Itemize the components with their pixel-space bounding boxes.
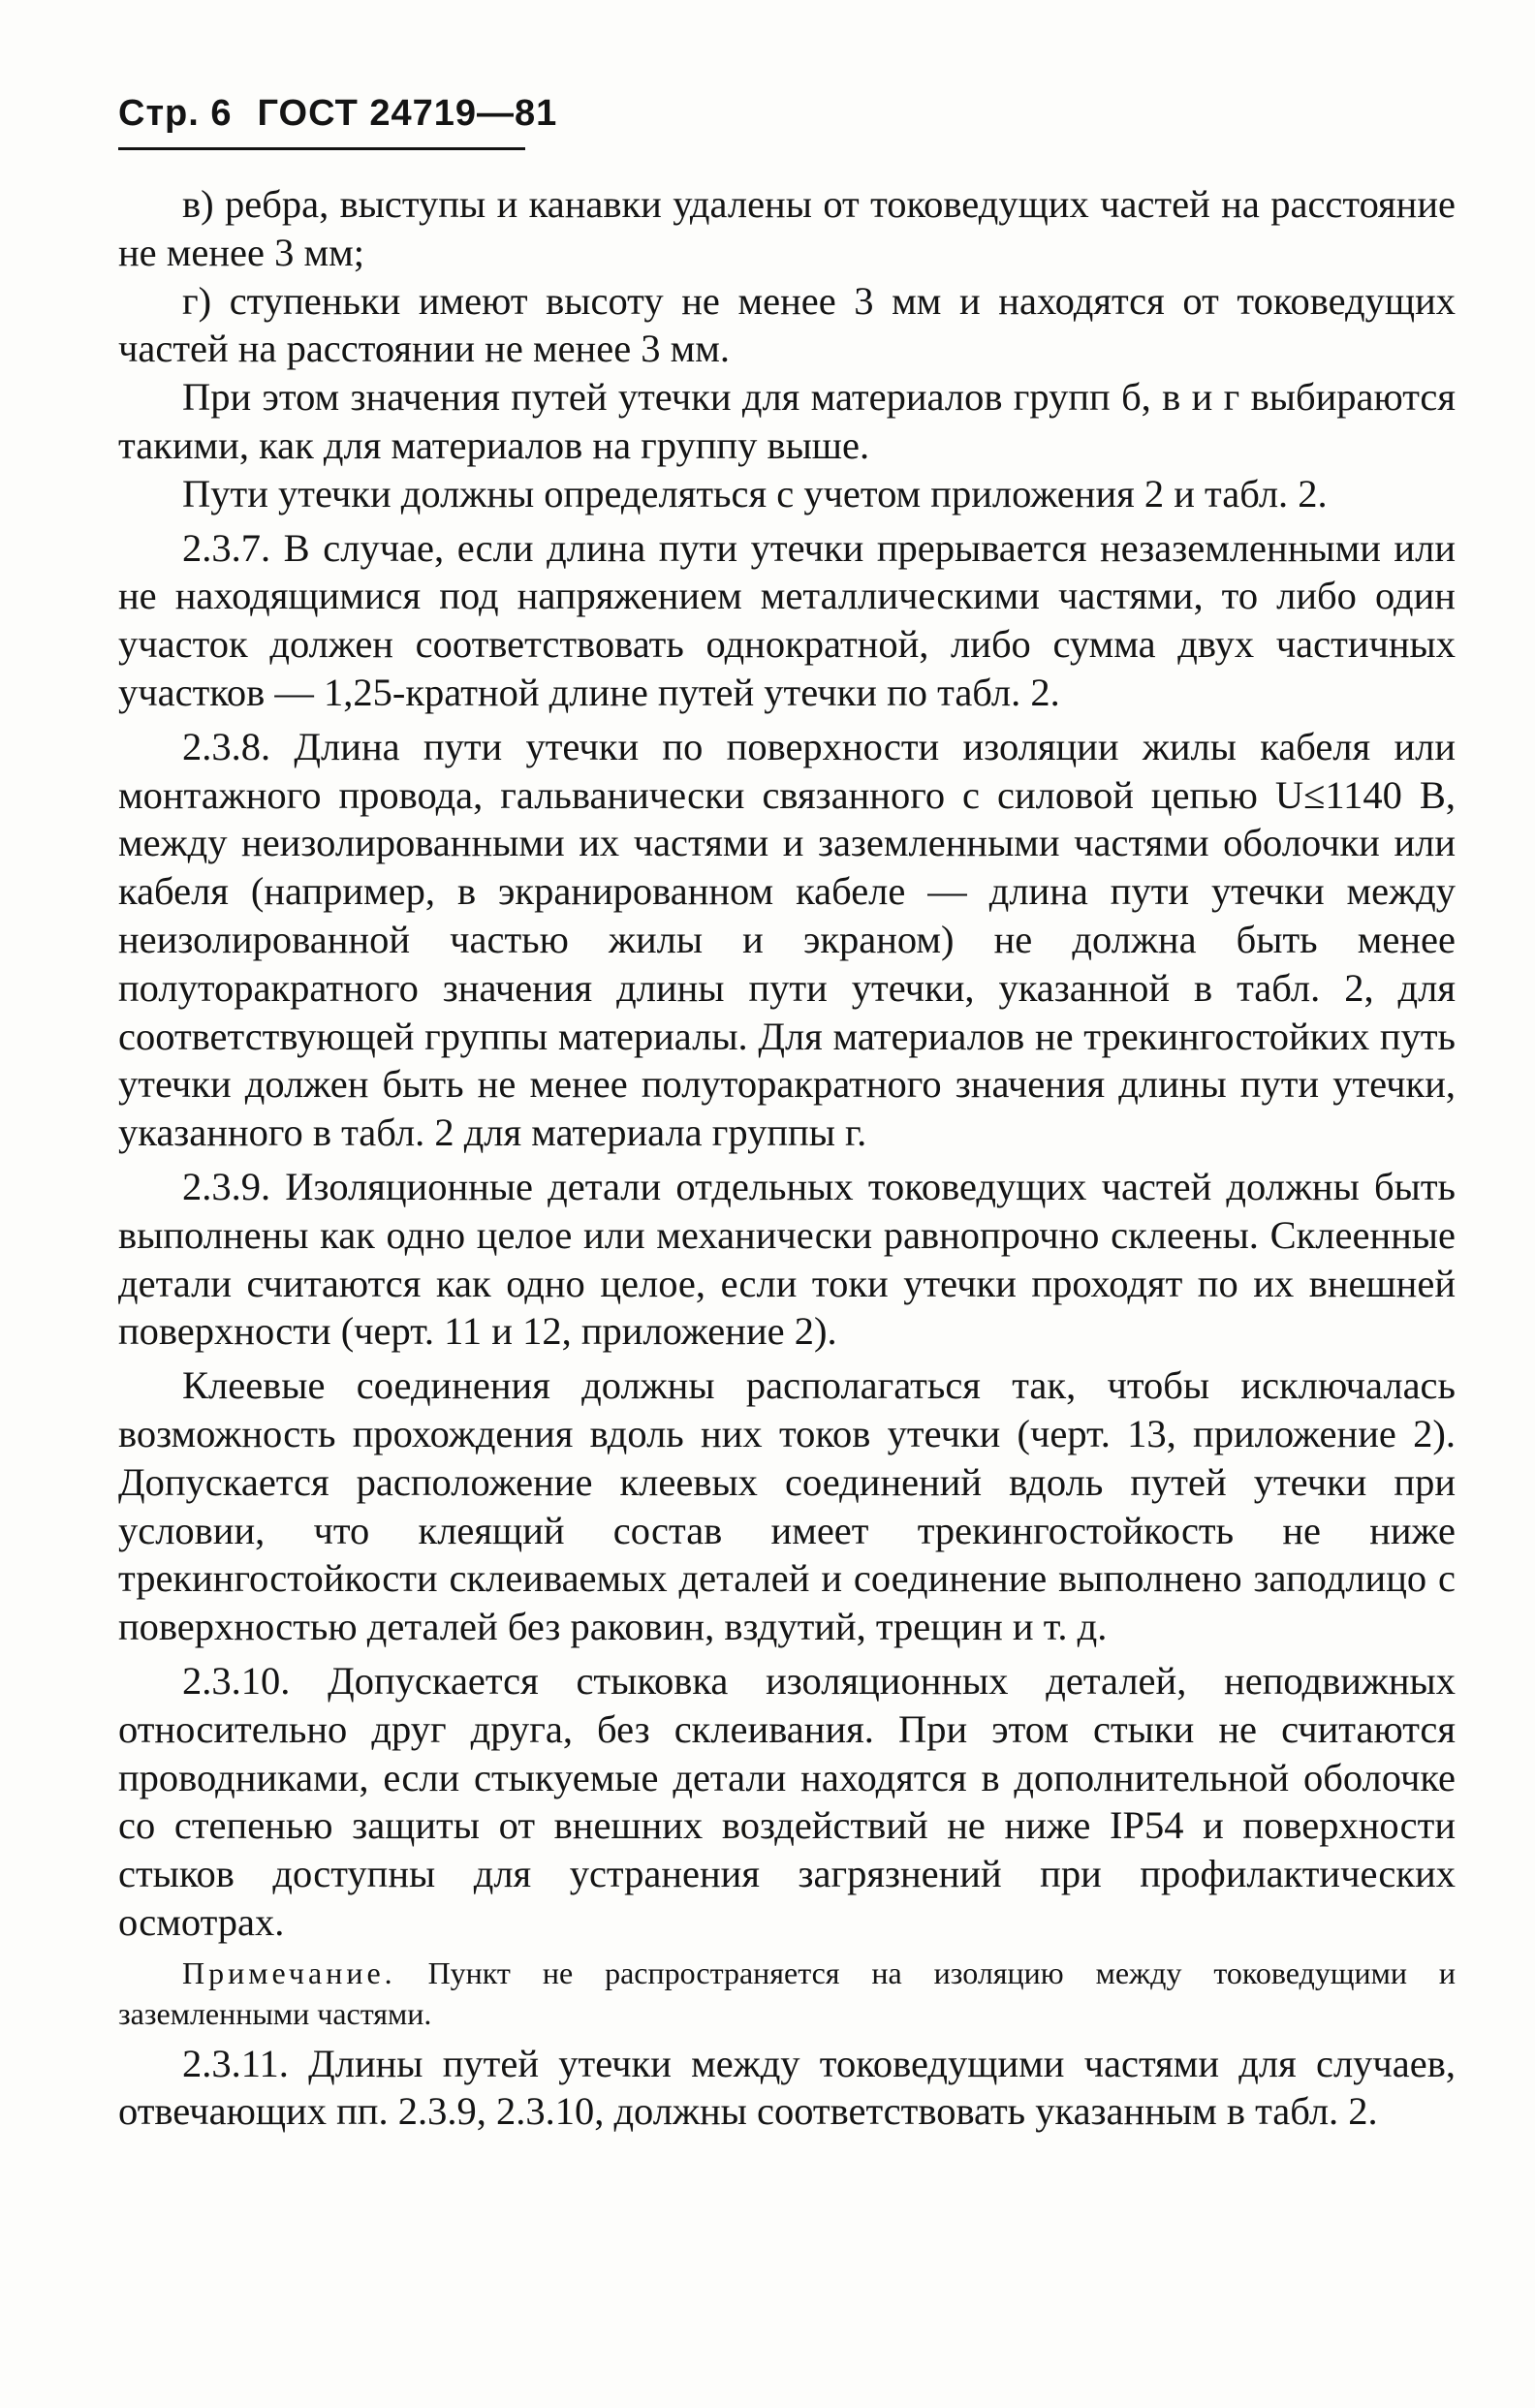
paragraph-adhesive-joints: Клеевые соединения должны располагаться так, чтобы исключалась возможность прохождения вдоль них токов утечки (черт. 13, приложение 2). Допускается расположение клеевых соединений вдоль путей утечки при условии, что клеящий состав имеет трекингостойкость не ниже трекингостойкости склеиваемых деталей и соединение выполнено заподлицо с поверхностью деталей без раковин, вздутий, трещин и т. д. [118, 1363, 1456, 1649]
standard-number: ГОСТ 24719—81 [257, 93, 558, 134]
note-text: Пункт не распространяется на изоляцию между токоведущими и заземленными частями. [118, 1955, 1457, 2031]
page-header [118, 93, 557, 151]
body-text [118, 180, 1456, 2136]
note [118, 1953, 1456, 2034]
paragraph-item-v: в) ребра, выступы и канавки удалены от токоведущих частей на расстояние не менее 3 мм; [118, 182, 1456, 274]
clause-2-3-8: 2.3.8. Длина пути утечки по поверхности изоляции жилы кабеля или монтажного провода, гальванически связанного с силовой цепью U≤1140 В, между неизолированными их частями и заземленными частями оболочки или кабеля (например, в экранированном кабеле — длина пути утечки между неизолированной частью жилы и экраном) не должна быть менее полуторакратного значения длины пути утечки, указанной в табл. 2, для соответствующей группы материалы. Для материалов не трекингостойких путь утечки должен быть не менее полуторакратного значения длины пути утечки, указанного в табл. 2 для материала группы г. [118, 724, 1456, 1155]
page-number-label: Стр. 6 [118, 93, 233, 134]
paragraph-leakage-values: При этом значения путей утечки для материалов групп б, в и г выбираются такими, как для материалов на группу выше. [118, 375, 1456, 467]
clause-2-3-10: 2.3.10. Допускается стыковка изоляционных деталей, неподвижных относительно друг друга, без склеивания. При этом стыки не считаются проводниками, если стыкуемые детали находятся в дополнительной оболочке со степенью защиты от внешних воздействий не ниже IP54 и поверхности стыков доступны для устранения загрязнений при профилактических осмотрах. [118, 1658, 1456, 1944]
note-label: Примечание. [182, 1955, 396, 1990]
clause-2-3-7: 2.3.7. В случае, если длина пути утечки прерывается незаземленными или не находящимися под напряжением металлическими частями, то либо один участок должен соответствовать однократной, либо сумма двух частичных участков — 1,25-кратной длине путей утечки по табл. 2. [118, 525, 1456, 714]
clause-2-3-11: 2.3.11. Длины путей утечки между токоведущими частями для случаев, отвечающих пп. 2.3.9, 2.3.10, должны соответствовать указанным в табл. 2. [118, 2041, 1456, 2134]
header-rule [118, 147, 525, 150]
clause-2-3-9: 2.3.9. Изоляционные детали отдельных токоведущих частей должны быть выполнены как одно целое или механически равнопрочно склеены. Склеенные детали считаются как одно целое, если токи утечки проходят по их внешней поверхности (черт. 11 и 12, приложение 2). [118, 1164, 1456, 1354]
paragraph-item-g: г) ступеньки имеют высоту не менее 3 мм и находятся от токоведущих частей на расстоянии не менее 3 мм. [118, 278, 1456, 371]
paragraph-leakage-appendix: Пути утечки должны определяться с учетом приложения 2 и табл. 2. [182, 471, 1328, 516]
